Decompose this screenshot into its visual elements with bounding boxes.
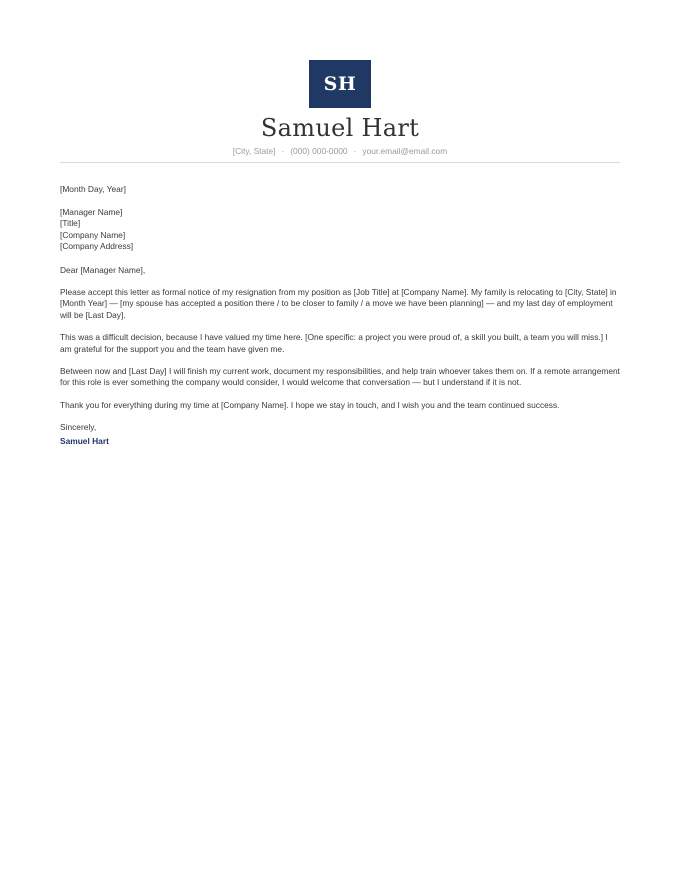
recipient-address-block xyxy=(60,207,620,253)
recipient-name: [Manager Name] xyxy=(60,207,123,217)
paragraph-gratitude: This was a difficult decision, because I have valued my time here. [One specific: a project you were proud of, a skill you built, a team you will miss.] I am grateful for the support you and the team have given me. xyxy=(60,332,608,354)
letter-body xyxy=(60,184,620,447)
sender-name: Samuel Hart xyxy=(260,114,420,142)
contact-separator: · xyxy=(281,146,285,156)
recipient-company: [Company Name] xyxy=(60,229,126,240)
contact-phone: (000) 000-0000 xyxy=(290,146,348,156)
contact-separator: · xyxy=(353,146,357,156)
monogram-badge: SH xyxy=(309,60,371,108)
paragraph-transition: Between now and [Last Day] I will finish my current work, document my responsibilities, and help train whoever takes them on. If a remote arrangement for this role is ever something the company would consider, I would welcome that conversation — but I understand if it is not. xyxy=(60,366,620,388)
paragraph-thanks: Thank you for everything during my time at [Company Name]. I hope we stay in touch, and I wish you and the team continued success. xyxy=(60,399,560,410)
letter-closing: Sincerely, xyxy=(60,422,97,433)
recipient-address: [Company Address] xyxy=(60,241,134,252)
recipient-title: [Title] xyxy=(60,218,81,229)
signature-name: Samuel Hart xyxy=(60,435,109,446)
letter-greeting: Dear [Manager Name], xyxy=(60,264,146,275)
contact-location: [City, State] xyxy=(232,146,276,156)
contact-line xyxy=(60,146,620,156)
contact-email: your.email@email.com xyxy=(362,146,448,156)
paragraph-notice: Please accept this letter as formal notice of my resignation from my position as [Job Title] at [Company Name]. My family is relocating to [City, State] in [Month Year] — [my spouse has accepted a position there / to be closer to family / a move we have been planning] — and my last day of employment will be [Last Day]. xyxy=(60,287,617,320)
letter-date: [Month Day, Year] xyxy=(60,184,126,194)
header-divider xyxy=(60,162,620,163)
